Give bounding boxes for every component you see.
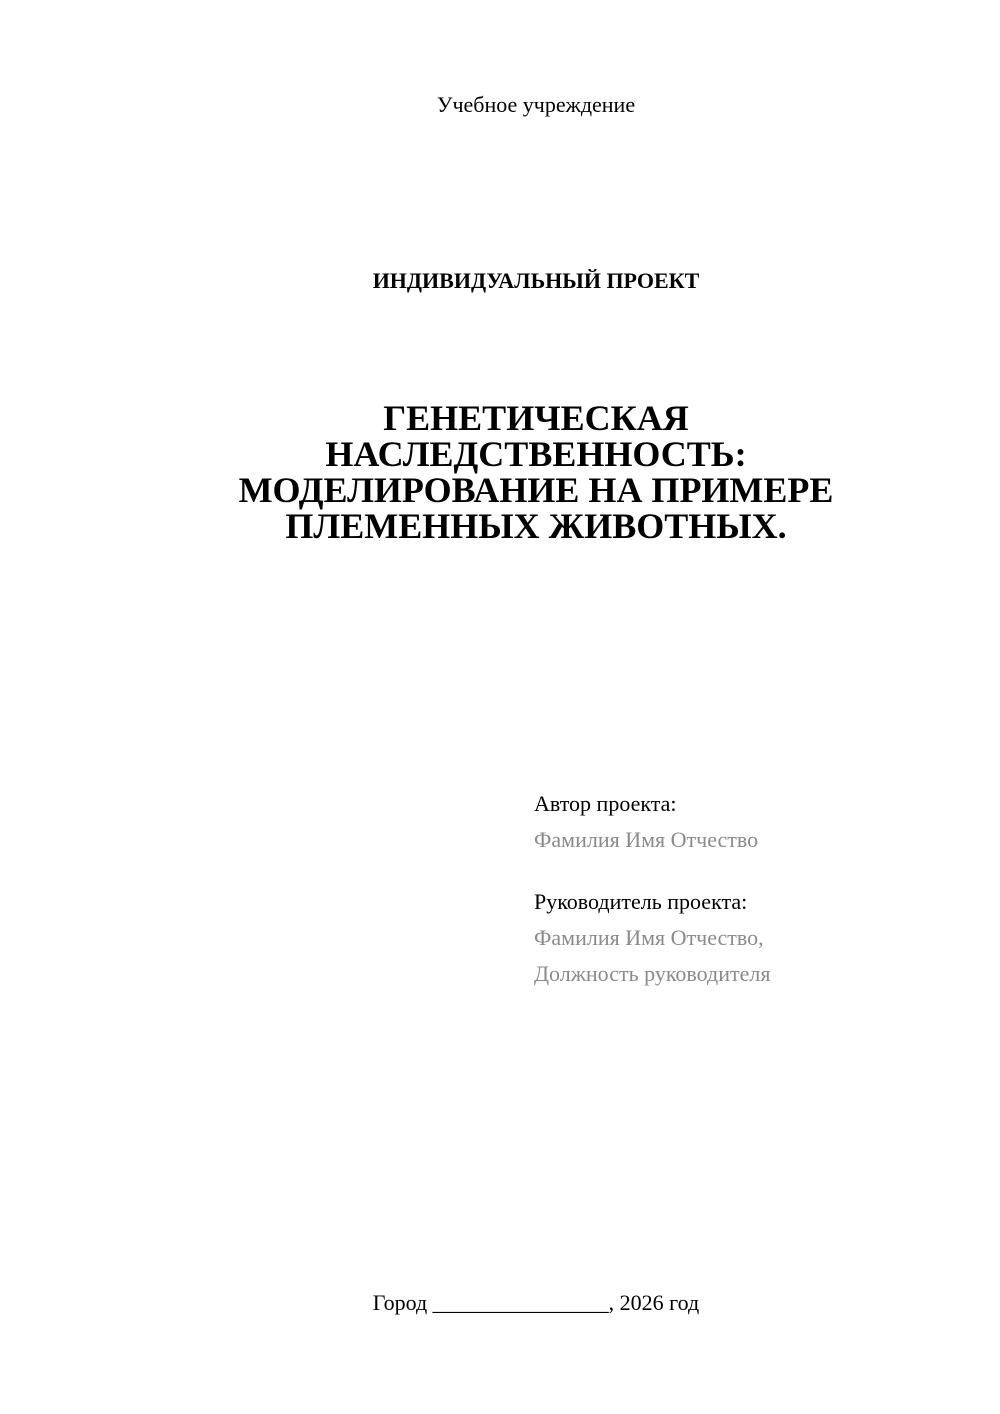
document-type: ИНДИВИДУАЛЬНЫЙ ПРОЕКТ xyxy=(372,268,700,293)
section-spacer xyxy=(534,858,974,884)
title-line: МОДЕЛИРОВАНИЕ НА ПРИМЕРЕ xyxy=(238,470,834,510)
document-title xyxy=(100,400,972,544)
title-line: ГЕНЕТИЧЕСКАЯ xyxy=(383,398,689,438)
project-people xyxy=(534,786,974,992)
institution-name: Учебное учреждение xyxy=(436,92,636,117)
supervisor-name: Фамилия Имя Отчество, xyxy=(534,925,764,950)
title-line: НАСЛЕДСТВЕННОСТЬ: xyxy=(325,434,747,474)
supervisor-label: Руководитель проекта: xyxy=(534,889,748,914)
title-line: ПЛЕМЕННЫХ ЖИВОТНЫХ. xyxy=(285,506,787,546)
author-label: Автор проекта: xyxy=(534,791,677,816)
author-name: Фамилия Имя Отчество xyxy=(534,827,759,852)
city-year-line: Город ________________, 2026 год xyxy=(372,1290,700,1315)
supervisor-position: Должность руководителя xyxy=(534,961,771,986)
